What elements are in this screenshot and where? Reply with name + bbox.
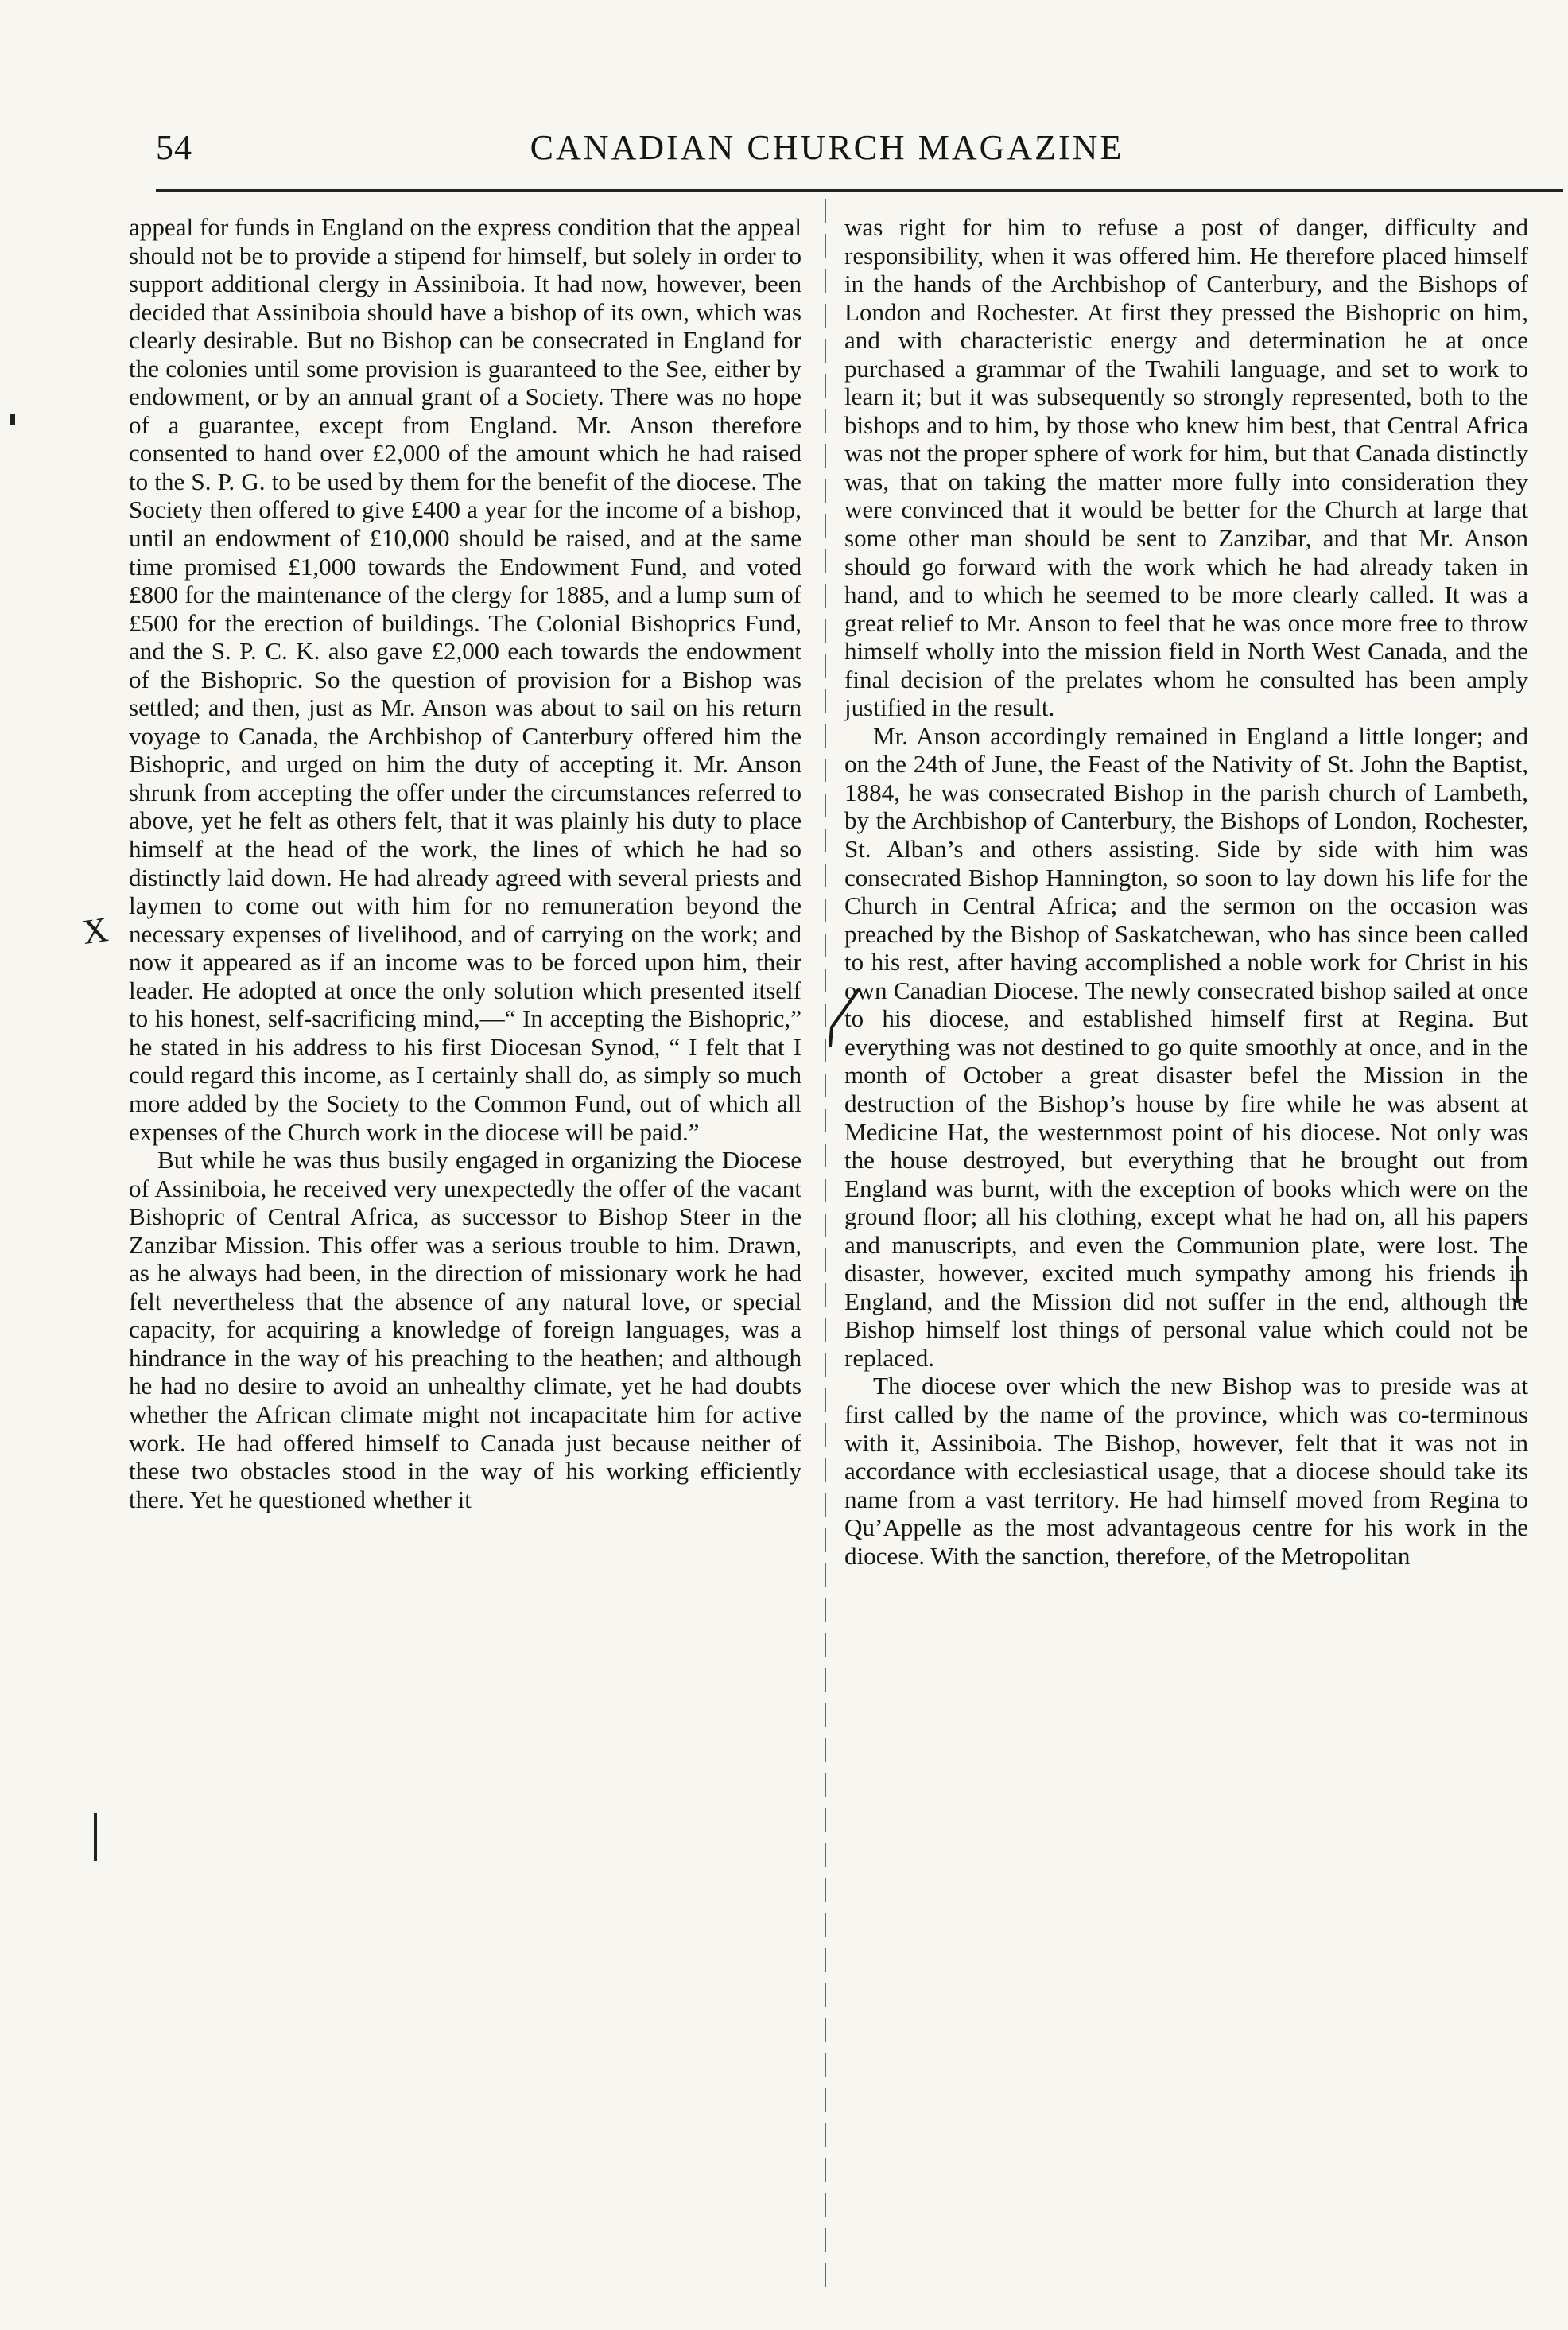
running-head: CANADIAN CHURCH MAGAZINE (530, 128, 1124, 167)
paragraph: The diocese over which the new Bishop was to preside was at first called by the name of the province, which was co-terminous with it, Assiniboia. The Bishop, however, felt that it was not in accordance with ecclesiastical usage, that a diocese should take its name from a vast territory. He had himself moved from Regina to Qu’Appelle as the most advantageous centre for his work in the diocese. With the sanction, therefore, of the Metropolitan (844, 1372, 1528, 1570)
paragraph: appeal for funds in England on the express condition that the appeal should not be to provide a stipend for himself, but solely in order to support additional clergy in Assiniboia. It had now, however, been decided that Assiniboia should have a bishop of its own, which was clearly desirable. But no Bishop can be consecrated in England for the colonies until some provision is guaranteed to the See, either by endowment, or by an annual grant of a Society. There was no hope of a guarantee, except from England. Mr. Anson therefore consented to hand over £2,000 of the amount which he had raised to the S. P. G. to be used by them for the benefit of the diocese. The Society then offered to give £400 a year for the income of a bishop, until an endowment of £10,000 should be raised, and at the same time promised £1,000 towards the Endowment Fund, and voted £800 for the maintenance of the clergy for 1885, and a lump sum of £500 for the erection of buildings. The Colonial Bishoprics Fund, and the S. P. C. K. also gave £2,000 each towards the endowment of the Bishopric. So the question of provision for a Bishop was settled; and then, just as Mr. Anson was about to sail on his return voyage to Canada, the Archbishop of Canterbury offered him the Bishopric, and urged on him the duty of accepting it. Mr. Anson shrunk from accepting the offer under the circumstances referred to above, yet he felt as others felt, that it was plainly his duty to place himself at the head of the work, the lines of which he had so distinctly laid down. He had already agreed with several priests and laymen to come out with him for no remuneration beyond the necessary expenses of livelihood, and of carrying on the work; and now it appeared as if an income was to be forced upon him, their leader. He adopted at once the only solution which presented itself to his honest, self-sacrificing mind,—“ In accepting the Bishopric,” he stated in his address to his first Diocesan Synod, “ I felt that I could regard this income, as I certainly shall do, as simply so much more added by the Society to the Common Fund, out of which all expenses of the Church work in the diocese will be paid.” (129, 213, 801, 1146)
paragraph: was right for him to refuse a post of danger, difficulty and responsibility, when it was offered him. He therefore placed himself in the hands of the Archbishop of Canterbury, and the Bishops of London and Rochester. At first they pressed the Bishopric on him, and with characteristic energy and determination he at once purchased a grammar of the Twahili language, and set to work to learn it; but it was subsequently so strongly represented, both to the bishops and to him, by those who knew him best, that Central Africa was not the proper sphere of work for him, but that Canada distinctly was, that on taking the matter more fully into consideration they were convinced that it would be better for the Church at large that some other man should be sent to Zanzibar, and that Mr. Anson should go forward with the work which he had already taken in hand, and to which he seemed to be more clearly called. It was a great relief to Mr. Anson to feel that he was once more free to throw himself wholly into the mission field in North West Canada, and the final decision of the prelates whom he consulted has been amply justified in the result. (844, 213, 1528, 722)
column-divider (825, 199, 826, 2290)
page-number: 54 (156, 128, 192, 167)
paragraph: But while he was thus busily engaged in organizing the Diocese of Assiniboia, he received very unexpectedly the offer of the vacant Bishopric of Central Africa, as successor to Bishop Steer in the Zanzibar Mission. This offer was a serious trouble to him. Drawn, as he always had been, in the direction of missionary work he had felt nevertheless that the absence of any natural love, or special capacity, for acquiring a knowledge of foreign languages, was a hindrance in the way of his preaching to the heathen; and although he had no desire to avoid an unhealthy climate, yet he had doubts whether the African climate might not incapacitate him for active work. He had offered himself to Canada just because neither of these two obstacles stood in the way of his working efficiently there. Yet he questioned whether it (129, 1146, 801, 1513)
header-rule (156, 189, 1563, 192)
paragraph: Mr. Anson accordingly remained in England a little longer; and on the 24th of June, the Feast of the Nativity of St. John the Baptist, 1884, he was consecrated Bishop in the parish church of Lambeth, by the Archbishop of Canterbury, the Bishops of London, Rochester, St. Alban’s and others assisting. Side by side with him was consecrated Bishop Hannington, so soon to lay down his life for the Church in Central Africa; and the sermon on the occasion was preached by the Bishop of Saskatchewan, who has since been called to his rest, after having accomplished a noble work for Christ in his own Canadian Diocese. The newly consecrated bishop sailed at once to his diocese, and established himself first at Regina. But everything was not destined to go quite smoothly at once, and in the month of October a great disaster befel the Mission in the destruction of the Bishop’s house by fire while he was absent at Medicine Hat, the westernmost point of his diocese. Not only was the house destroyed, but everything that he brought out from England was burnt, with the exception of books which were on the ground floor; all his clothing, except what he had on, all his papers and manuscripts, and even the Communion plate, were lost. The disaster, however, excited much sympathy among his friends in England, and the Mission did not suffer in the end, although the Bishop himself lost things of personal value which could not be replaced. (844, 721, 1528, 1372)
margin-dot (10, 414, 15, 425)
margin-tick (94, 1813, 97, 1861)
margin-x-mark: X (80, 910, 111, 952)
left-column (129, 213, 801, 1513)
right-column (844, 213, 1528, 1570)
